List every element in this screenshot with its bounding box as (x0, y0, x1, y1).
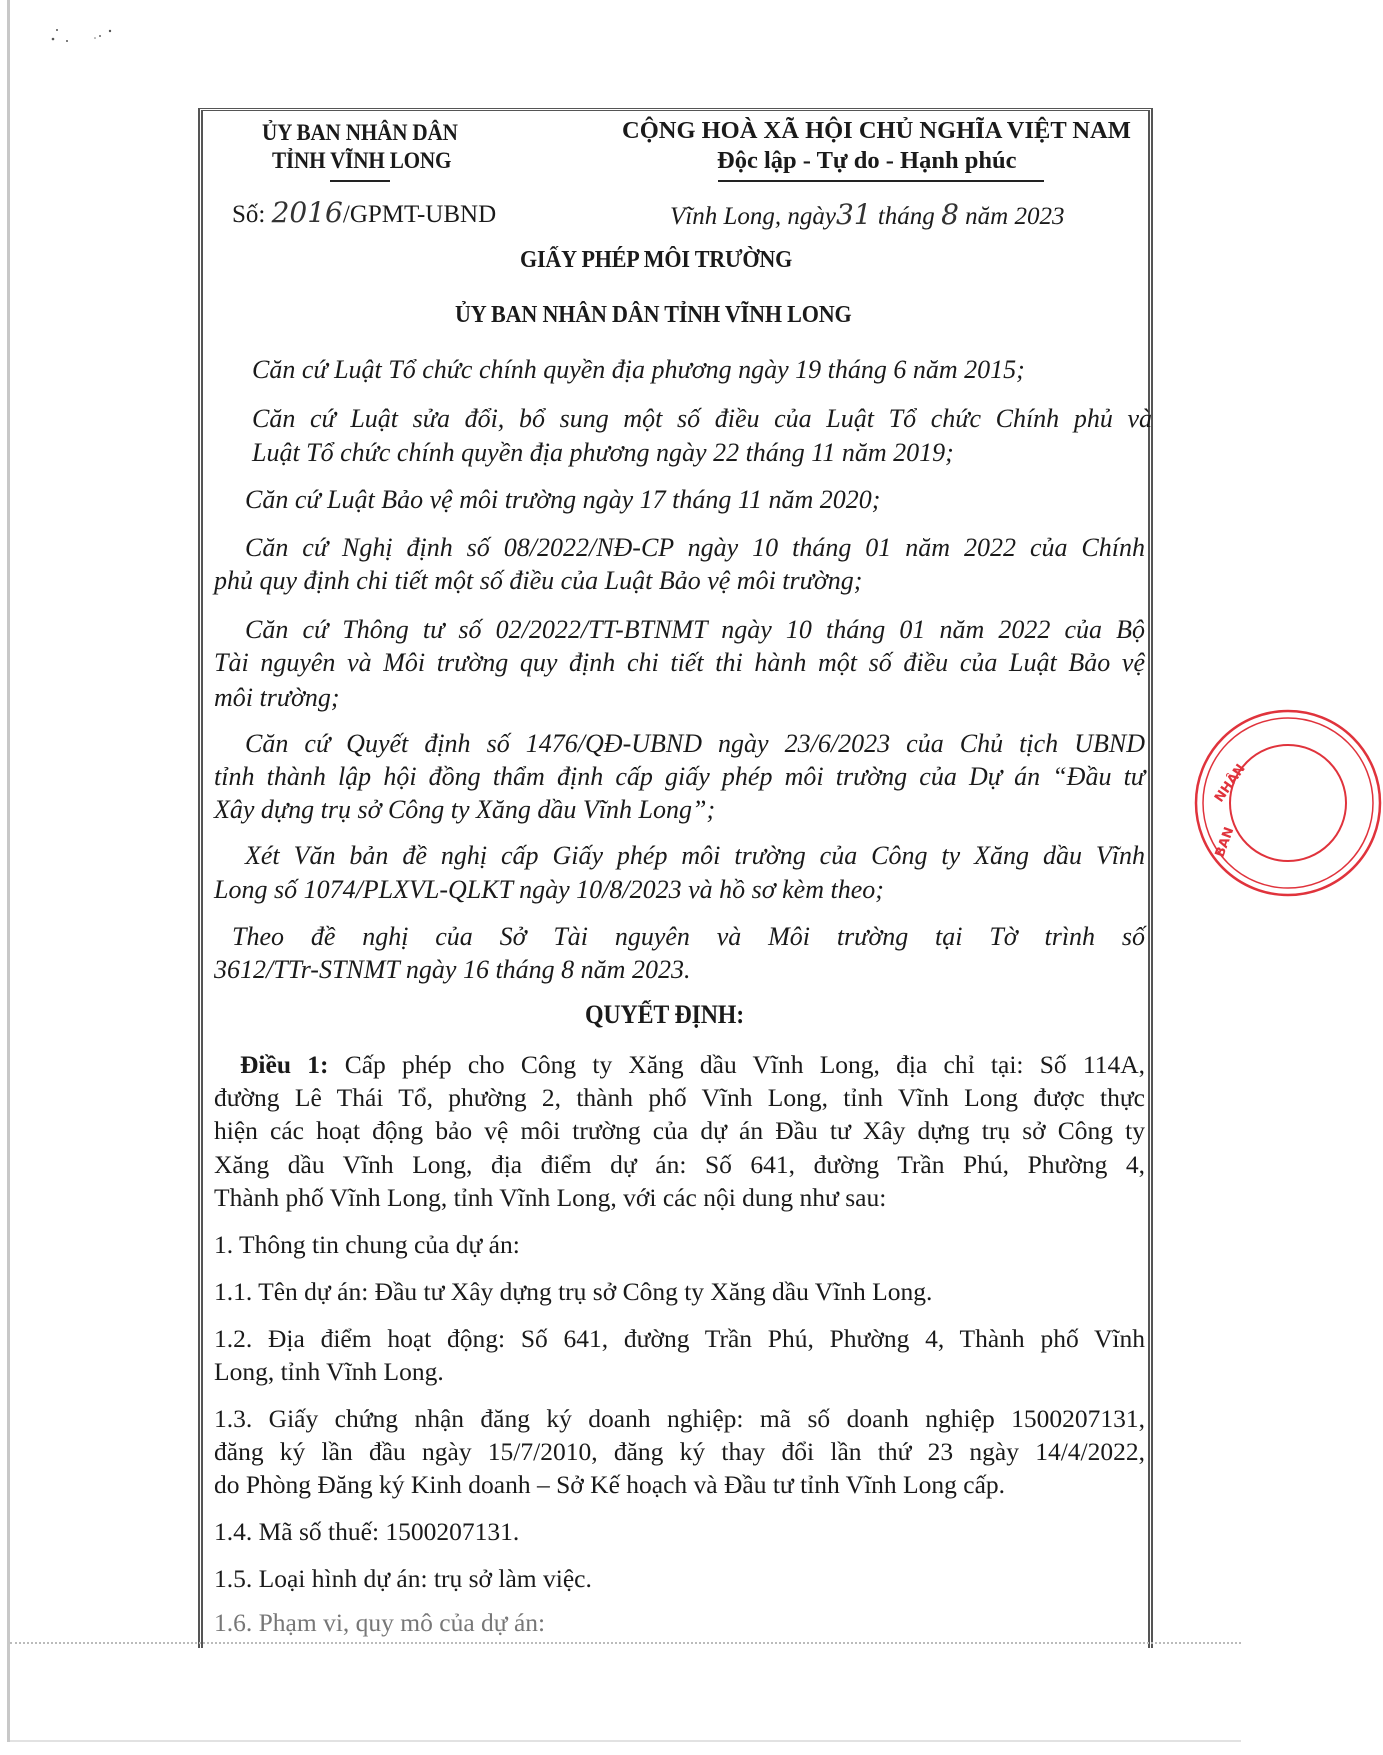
section-line: đăng ký lần đầu ngày 15/7/2010, đăng ký thay đổi lần thứ 23 ngày 14/4/2022, (214, 1437, 1145, 1466)
article-1-line: hiện các hoạt động bảo vệ môi trường của dự án Đầu tư Xây dựng trụ sở Công ty (214, 1116, 1145, 1145)
agency-name: ỦY BAN NHÂN DÂN (262, 120, 458, 145)
preamble-line: Long số 1074/PLXVL-QLKT ngày 10/8/2023 và hồ sơ kèm theo; (214, 875, 884, 904)
preamble-line: Căn cứ Luật Bảo vệ môi trường ngày 17 tháng 11 năm 2020; (245, 485, 881, 514)
section-line: do Phòng Đăng ký Kinh doanh – Sở Kế hoạch và Đầu tư tỉnh Vĩnh Long cấp. (214, 1470, 1006, 1499)
date-year: năm 2023 (958, 203, 1065, 230)
scan-cut-line (10, 1642, 1241, 1647)
article-1-line (240, 1050, 1145, 1080)
section-line: 1.3. Giấy chứng nhận đăng ký doanh nghiệp: mã số doanh nghiệp 1500207131, (214, 1404, 1145, 1433)
date-month: 8 (941, 198, 959, 231)
section-line: Long, tỉnh Vĩnh Long. (214, 1357, 444, 1386)
scan-specks (45, 25, 135, 55)
section-line: 1.5. Loại hình dự án: trụ sở làm việc. (214, 1564, 592, 1593)
number-prefix: Số: (232, 201, 272, 228)
preamble-line: Xét Văn bản đề nghị cấp Giấy phép môi trường của Công ty Xăng dầu Vĩnh (245, 841, 1145, 870)
section-line: 1. Thông tin chung của dự án: (214, 1230, 520, 1259)
section-line: 1.6. Phạm vi, quy mô của dự án: (214, 1608, 546, 1637)
section-line: 1.4. Mã số thuế: 1500207131. (214, 1517, 520, 1546)
page-edge (7, 0, 10, 1742)
preamble-line: môi trường; (214, 683, 340, 712)
document-number (232, 198, 496, 230)
article-1-line: Xăng dầu Vĩnh Long, địa điểm dự án: Số 641, đường Trần Phú, Phường 4, (214, 1150, 1145, 1179)
preamble-line: Căn cứ Nghị định số 08/2022/NĐ-CP ngày 10 tháng 01 năm 2022 của Chính (245, 533, 1145, 562)
preamble-line: 3612/TTr-STNMT ngày 16 tháng 8 năm 2023. (214, 955, 691, 984)
date-prefix: Vĩnh Long, ngày (670, 203, 836, 230)
article-1-line: Thành phố Vĩnh Long, tỉnh Vĩnh Long, với các nội dung như sau: (214, 1183, 887, 1212)
preamble-line: tỉnh thành lập hội đồng thẩm định cấp giấy phép môi trường của Dự án “Đầu tư (214, 762, 1145, 791)
preamble-line: Luật Tổ chức chính quyền địa phương ngày 22 tháng 11 năm 2019; (252, 438, 954, 467)
preamble-line: Căn cứ Luật Tổ chức chính quyền địa phương ngày 19 tháng 6 năm 2015; (252, 355, 1025, 384)
preamble-line: Xây dựng trụ sở Công ty Xăng dầu Vĩnh Long”; (214, 795, 716, 824)
preamble-line: Căn cứ Thông tư số 02/2022/TT-BTNMT ngày 10 tháng 01 năm 2022 của Bộ (245, 615, 1145, 644)
preamble-line: Tài nguyên và Môi trường quy định chi tiết thi hành một số điều của Luật Bảo vệ (214, 648, 1145, 677)
article-1-line: đường Lê Thái Tổ, phường 2, thành phố Vĩnh Long, tỉnh Vĩnh Long được thực (214, 1083, 1145, 1112)
section-line: 1.2. Địa điểm hoạt động: Số 641, đường Trần Phú, Phường 4, Thành phố Vĩnh (214, 1324, 1145, 1353)
preamble-line: Căn cứ Luật sửa đổi, bổ sung một số điều của Luật Tổ chức Chính phủ và (252, 404, 1152, 433)
number-suffix: /GPMT-UBND (342, 201, 497, 228)
date-day: 31 (835, 198, 872, 231)
official-seal (1193, 708, 1383, 898)
preamble-line: phủ quy định chi tiết một số điều của Luật Bảo vệ môi trường; (214, 566, 863, 595)
preamble-line: Căn cứ Quyết định số 1476/QĐ-UBND ngày 23/6/2023 của Chủ tịch UBND (245, 729, 1145, 758)
article-1-label: Điều 1: (240, 1050, 329, 1079)
province-name: TỈNH VĨNH LONG (272, 148, 452, 173)
national-title: CỘNG HOÀ XÃ HỘI CHỦ NGHĨA VIỆT NAM (622, 117, 1131, 144)
national-motto: Độc lập - Tự do - Hạnh phúc (717, 147, 1017, 174)
document-title: GIẤY PHÉP MÔI TRƯỜNG (520, 247, 793, 273)
article-1-text: Cấp phép cho Công ty Xăng dầu Vĩnh Long, địa chỉ tại: Số 114A, (328, 1050, 1145, 1079)
number-handwritten: 2016 (271, 196, 343, 229)
decision-heading: QUYẾT ĐỊNH: (585, 1000, 745, 1029)
header-left-rule (330, 180, 390, 182)
date-month-label: tháng (871, 203, 942, 230)
svg-text:NHÂN: NHÂN (1211, 761, 1249, 806)
header-right-rule (718, 180, 1044, 182)
page-edge-bottom (10, 1740, 1241, 1742)
issue-date (670, 200, 1064, 232)
svg-text:BAN: BAN (1212, 825, 1238, 860)
preamble-line: Theo đề nghị của Sở Tài nguyên và Môi trường tại Tờ trình số (232, 922, 1145, 951)
issuer-heading: ỦY BAN NHÂN DÂN TỈNH VĨNH LONG (455, 302, 852, 328)
section-line: 1.1. Tên dự án: Đầu tư Xây dựng trụ sở Công ty Xăng dầu Vĩnh Long. (214, 1277, 933, 1306)
